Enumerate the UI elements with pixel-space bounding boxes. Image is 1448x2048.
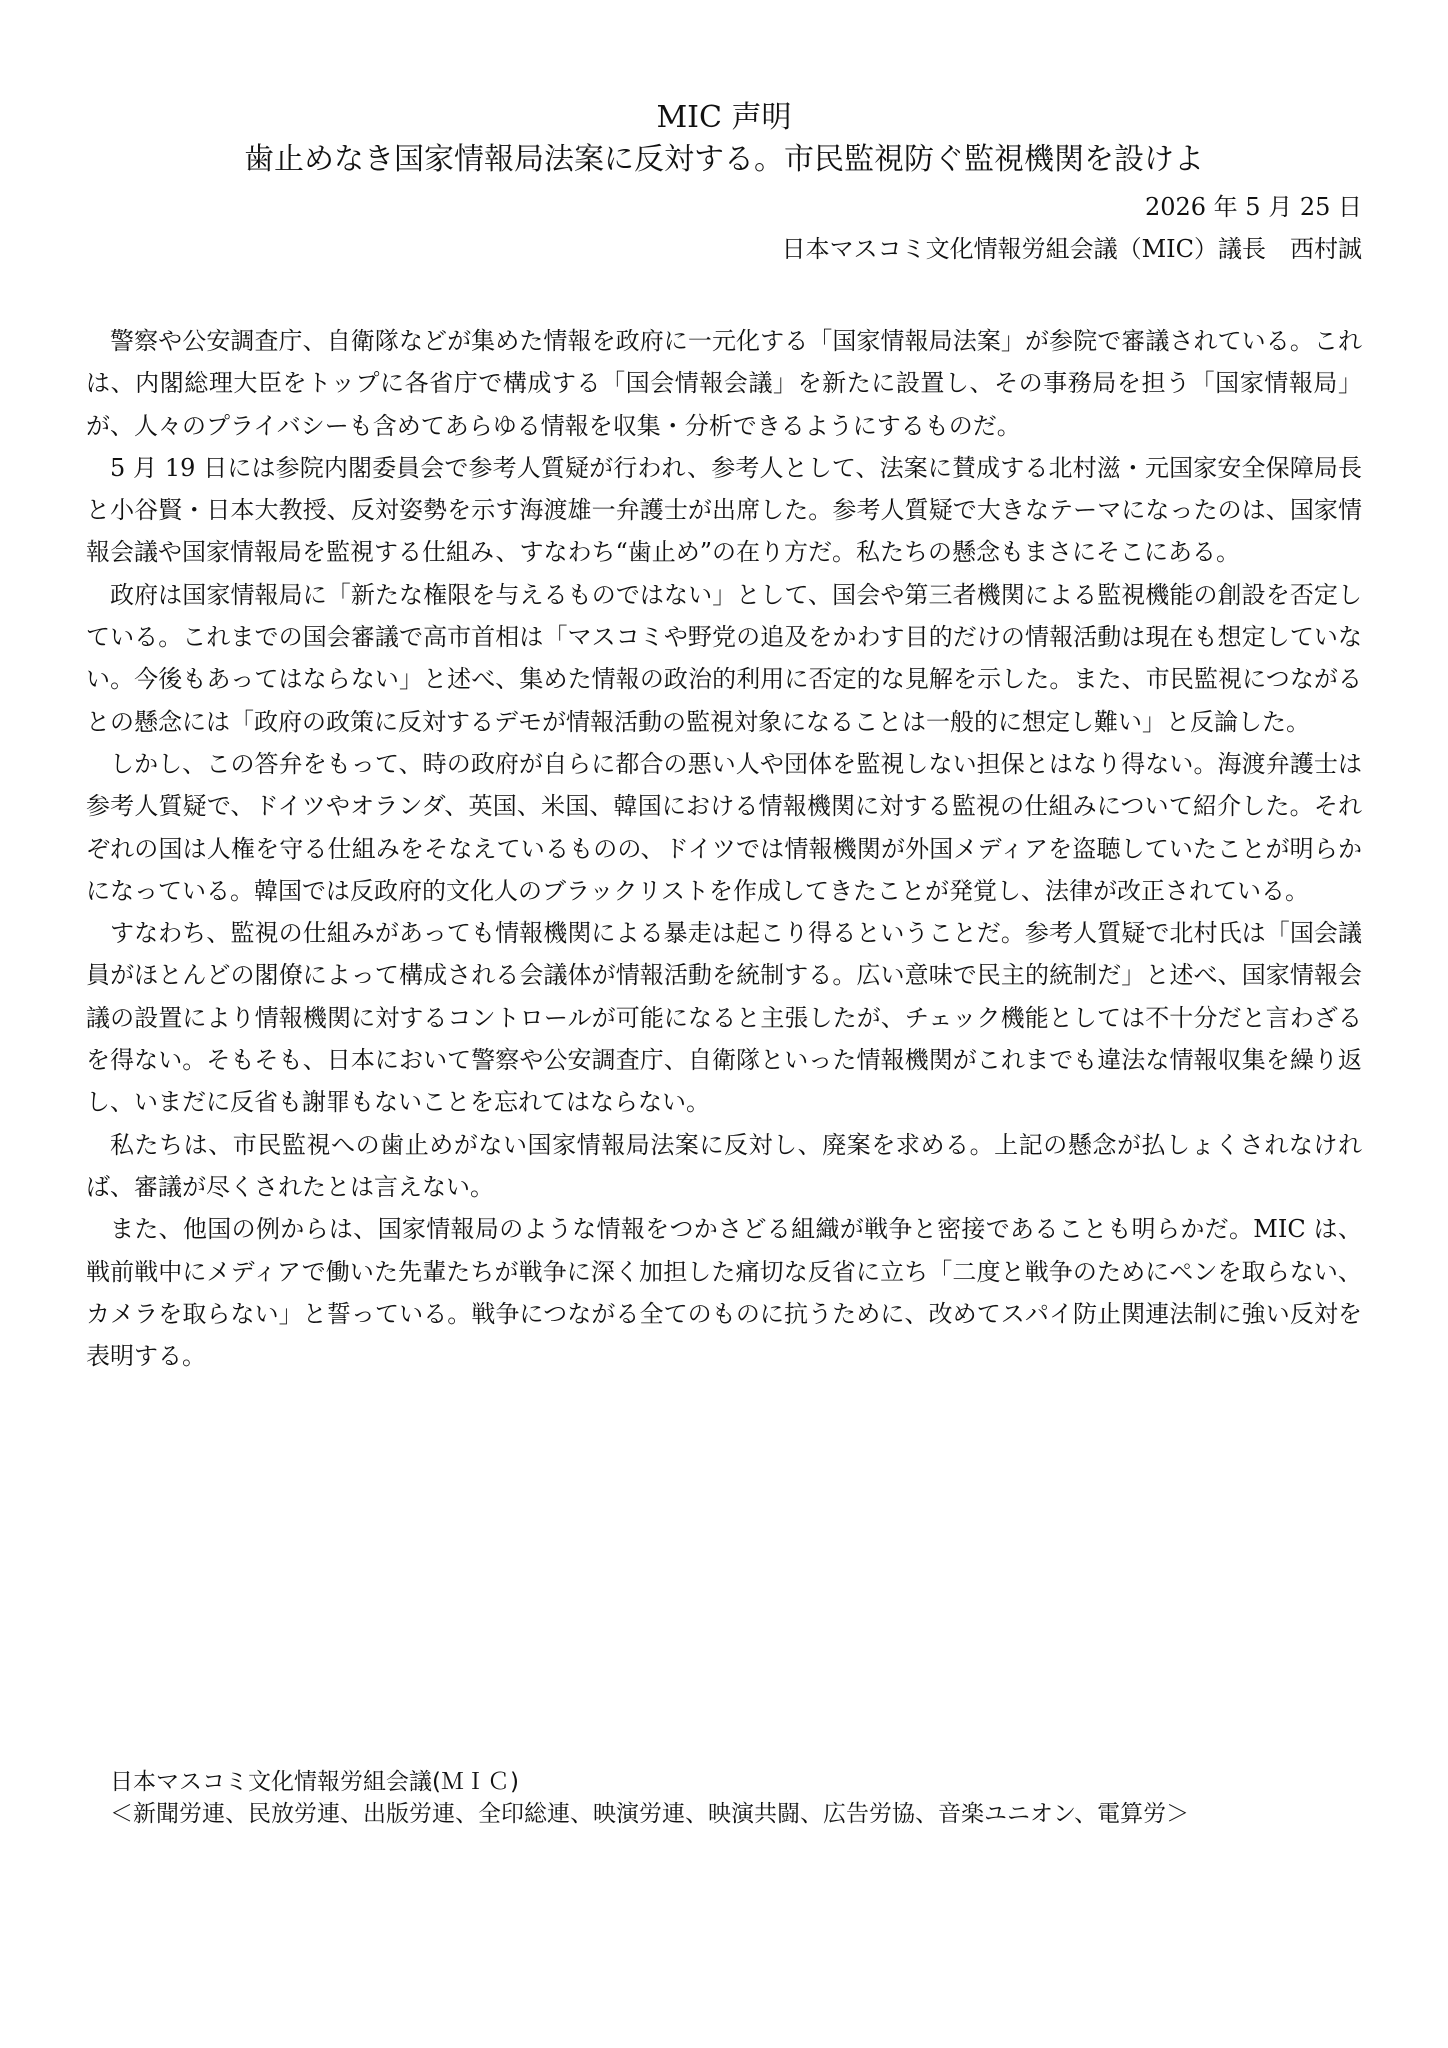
body-paragraph-3: 政府は国家情報局に「新たな権限を与えるものではない」として、国会や第三者機関による監視機能の創設を否定している。これまでの国会審議で高市首相は「マスコミや野党の追及をかわす目的だけの情報活動は現在も想定していない。今後もあってはならない」と述べ、集めた情報の政治的利用に否定的な見解を示した。また、市民監視につながるとの懸念には「政府の政策に反対するデモが情報活動の監視対象になることは一般的に想定し難い」と反論した。 [86, 580, 1362, 736]
statement-headline: 歯止めなき国家情報局法案に反対する。市民監視防ぐ監視機関を設けよ [244, 142, 1204, 177]
body-paragraph-1: 警察や公安調査庁、自衛隊などが集めた情報を政府に一元化する「国家情報局法案」が参院で審議されている。これは、内閣総理大臣をトップに各省庁で構成する「国会情報会議」を新たに設置し、その事務局を担う「国家情報局」が、人々のプライバシーも含めてあらゆる情報を収集・分析できるようにするものだ。 [86, 327, 1362, 440]
body-paragraph-5: すなわち、監視の仕組みがあっても情報機関による暴走は起こり得るということだ。参考人質疑で北村氏は「国会議員がほとんどの閣僚によって構成される会議体が情報活動を統制する。広い意味で民主的統制だ」と述べ、国家情報会議の設置により情報機関に対するコントロールが可能になると主張したが、チェック機能としては不十分だと言わざるを得ない。そもそも、日本において警察や公安調査庁、自衛隊といった情報機関がこれまでも違法な情報収集を繰り返し、いまだに反省も謝罪もないことを忘れてはならない。 [86, 919, 1362, 1117]
statement-body [86, 320, 1362, 1377]
body-paragraph-6: 私たちは、市民監視への歯止めがない国家情報局法案に反対し、廃案を求める。上記の懸念が払しょくされなければ、審議が尽くされたとは言えない。 [86, 1130, 1362, 1201]
statement-title: MIC 声明 [656, 100, 792, 135]
statement-date: 2026 年 5 月 25 日 [1144, 193, 1362, 221]
footer-organization: 日本マスコミ文化情報労組会議(ＭＩＣ) [110, 1769, 519, 1795]
body-paragraph-2: 5 月 19 日には参院内閣委員会で参考人質疑が行われ、参考人として、法案に賛成する北村滋・元国家安全保障局長と小谷賢・日本大教授、反対姿勢を示す海渡雄一弁護士が出席した。参考人質疑で大きなテーマになったのは、国家情報会議や国家情報局を監視する仕組み、すなわち“歯止め”の在り方だ。私たちの懸念もまさにそこにある。 [86, 453, 1362, 567]
body-paragraph-4: しかし、この答弁をもって、時の政府が自らに都合の悪い人や団体を監視しない担保とはなり得ない。海渡弁護士は参考人質疑で、ドイツやオランダ、英国、米国、韓国における情報機関に対する監視の仕組みについて紹介した。それぞれの国は人権を守る仕組みをそなえているものの、ドイツでは情報機関が外国メディアを盗聴していたことが明らかになっている。韓国では反政府的文化人のブラックリストを作成してきたことが発覚し、法律が改正されている。 [86, 749, 1362, 905]
body-paragraph-7: また、他国の例からは、国家情報局のような情報をつかさどる組織が戦争と密接であることも明らかだ。MIC は、戦前戦中にメディアで働いた先輩たちが戦争に深く加担した痛切な反省に立ち「二度と戦争のためにペンを取らない、カメラを取らない」と誓っている。戦争につながる全てのものに抗うために、改めてスパイ防止関連法制に強い反対を表明する。 [86, 1215, 1362, 1371]
statement-author: 日本マスコミ文化情報労組会議（MIC）議長 西村誠 [781, 235, 1362, 263]
statement-footer [110, 1766, 1189, 1830]
footer-member-unions: ＜新聞労連、民放労連、出版労連、全印総連、映演労連、映演共闘、広告労協、音楽ユニオン、電算労＞ [110, 1801, 1190, 1827]
